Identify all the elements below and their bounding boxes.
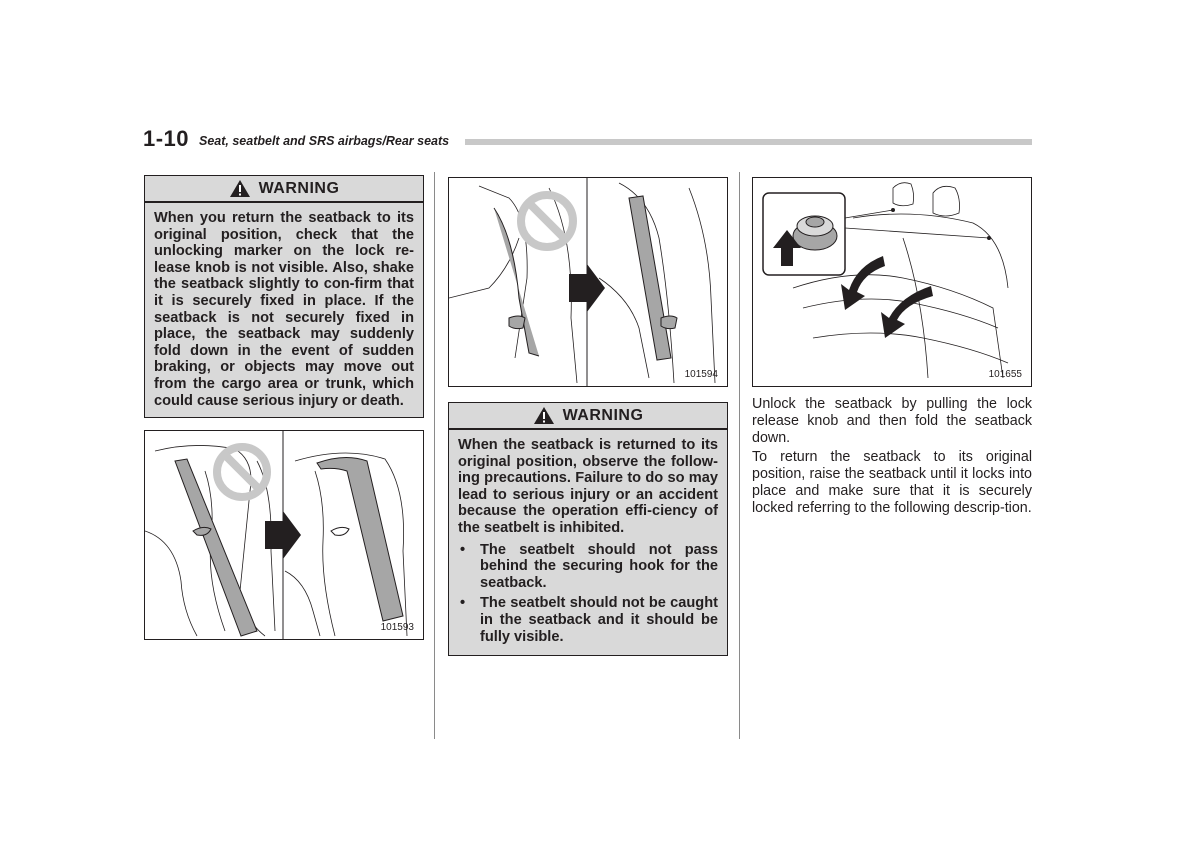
- warning-title: WARNING: [258, 179, 340, 197]
- warning-text: [145, 203, 423, 415]
- precaution-list: [458, 542, 718, 646]
- figure-seatbelt-behind-hook: [144, 430, 424, 640]
- instruction-paragraph-return: To return the seatback to its original position, raise the seatback until it locks into place and make sure that it is securely locked referring to the following descrip-tion.: [752, 449, 1032, 516]
- rear-seat-illustration: [753, 178, 1031, 386]
- warning-title: WARNING: [562, 406, 644, 424]
- page-number: 1-10: [143, 126, 190, 151]
- figure-seatbelt-caught: [448, 177, 728, 387]
- column-divider-right: [739, 172, 740, 739]
- seatbelt-illustration: [145, 431, 423, 639]
- figure-code: 101593: [380, 622, 414, 633]
- warning-intro: When the seatback is returned to its original position, observe the follow-ing precautions. Failure to do so may lead to serious injury or an accident because the operation effi-ciency of the seatbelt is inhibited.: [458, 437, 718, 536]
- instruction-paragraph-unlock: Unlock the seatback by pulling the lock release knob and then fold the seatback down.: [752, 396, 1032, 446]
- list-item: • The seatbelt should not pass behind the securing hook for the seatback.: [458, 542, 718, 592]
- warning-header: [145, 176, 423, 203]
- figure-code: 101594: [684, 369, 718, 380]
- warning-text: [449, 430, 727, 655]
- warning-header: [449, 403, 727, 430]
- section-title: Seat, seatbelt and SRS airbags/Rear seats: [199, 134, 450, 148]
- seatbelt-caught-illustration: [449, 178, 727, 386]
- warning-triangle-icon: [533, 406, 555, 425]
- figure-code: 101655: [988, 369, 1022, 380]
- warning-box-seatback-return: [144, 175, 424, 418]
- warning-paragraph: When you return the seatback to its original position, check that the unlocking marker on the lock re-lease knob is not visible. Also, shake the seatback slightly to con-firm that it is securely fixed in place. If the seatback is not securely fixed in place, the seatback may suddenly fold down in the event of sudden braking, or objects may move out from the cargo area or trunk, which could cause serious injury or death.: [154, 210, 414, 409]
- warning-box-seatbelt-precautions: [448, 402, 728, 656]
- figure-rear-seat-fold: [752, 177, 1032, 387]
- column-divider-left: [434, 172, 435, 739]
- list-item: • The seatbelt should not be caught in the seatback and it should be fully visible.: [458, 595, 718, 645]
- warning-triangle-icon: [229, 179, 251, 198]
- instructions-text: [752, 396, 1032, 520]
- header-rule: [465, 139, 1032, 145]
